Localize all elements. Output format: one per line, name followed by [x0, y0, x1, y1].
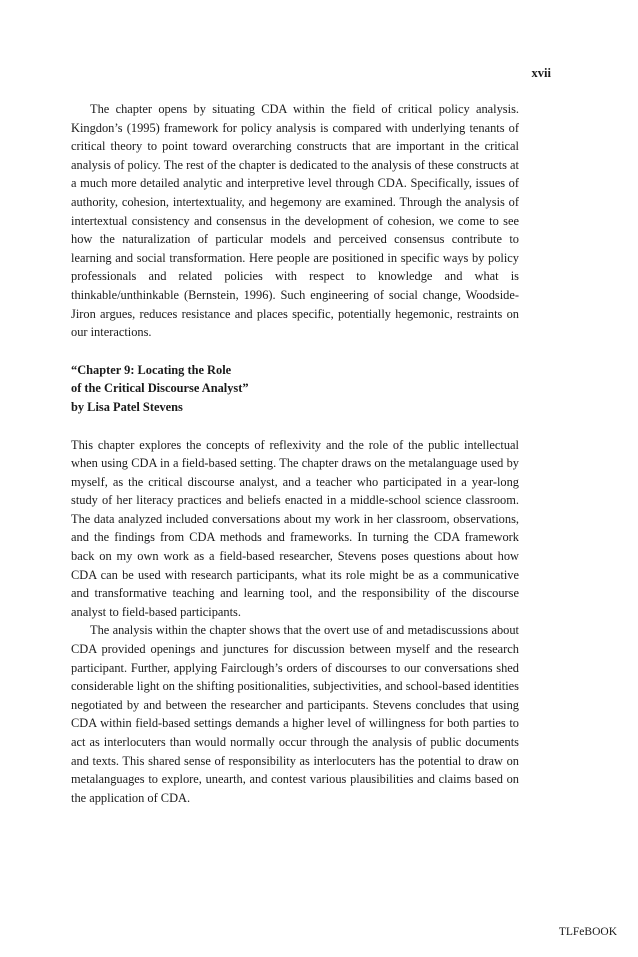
- footer-watermark: TLFeBOOK: [558, 926, 617, 938]
- chapter-9-author: by Lisa Patel Stevens: [71, 399, 183, 414]
- page-body: [71, 100, 519, 807]
- chapter-9-summary: [71, 436, 519, 808]
- chapter-9-paragraph-1: This chapter explores the concepts of reflexivity and the role of the public intellectual when using CDA in a field-based setting. The chapter draws on the metalanguage used by myself, as the critical discourse analyst, and a teacher who participated in a year-long study of her literacy practices and beliefs enacted in a middle-school science classroom. The data analyzed included conversations about my work in her classroom, observations, and the findings from CDA methods and frameworks. In turning the CDA framework back on my own work as a field-based researcher, Stevens poses questions about how CDA can be used with research participants, what its role might be as a communicative and transformative teaching and learning tool, and the responsibility of the discourse analyst to field-based participants.: [71, 437, 519, 619]
- chapter-9-heading-line-2: of the Critical Discourse Analyst”: [71, 381, 249, 396]
- chapter-9-paragraph-2: The analysis within the chapter shows that the overt use of and metadiscussions about CDA provided openings and junctures for discussion between myself and the research participant. Further, applying Fairclough’s orders of discourses to our conversations shed considerable light on the shifting positionalities, subjectivities, and school-based identities negotiated by and between the researcher and participants. Stevens concludes that using CDA within field-based settings demands a higher level of willingness for both parties to act as interlocuters than would normally occur through the analysis of public documents and texts. This shared sense of responsibility as interlocuters has the potential to draw on metalanguages to explore, unearth, and contest various plausibilities and claims based on the application of CDA.: [71, 623, 519, 805]
- intro-paragraph: The chapter opens by situating CDA within the field of critical policy analysis. Kingdon’s (1995) framework for policy analysis is compared with underlying tenants of critical theory to point toward overarching constructs that are important in the critical analysis of policy. The rest of the chapter is dedicated to the analysis of these constructs at a much more detailed analytic and interpretive level through CDA. Specifically, issues of authority, cohesion, intertextuality, and hegemony are examined. Through the analysis of intertextual consistency and consensus in the development of cohesion, we come to see how the naturalization of particular models and perceived consensus contribute to learning and social transformation. Here people are positioned in specific ways by policy professionals and related policies with respect to knowledge and what is thinkable/unthinkable (Bernstein, 1996). Such engineering of social change, Woodside-Jiron argues, reduces resistance and places specific, potentially hegemonic, restraints on our interactions.: [71, 102, 519, 340]
- chapter-9-heading-line-1: “Chapter 9: Locating the Role: [71, 362, 232, 377]
- chapter-9-heading: [71, 361, 519, 417]
- page-number: xvii: [531, 66, 551, 80]
